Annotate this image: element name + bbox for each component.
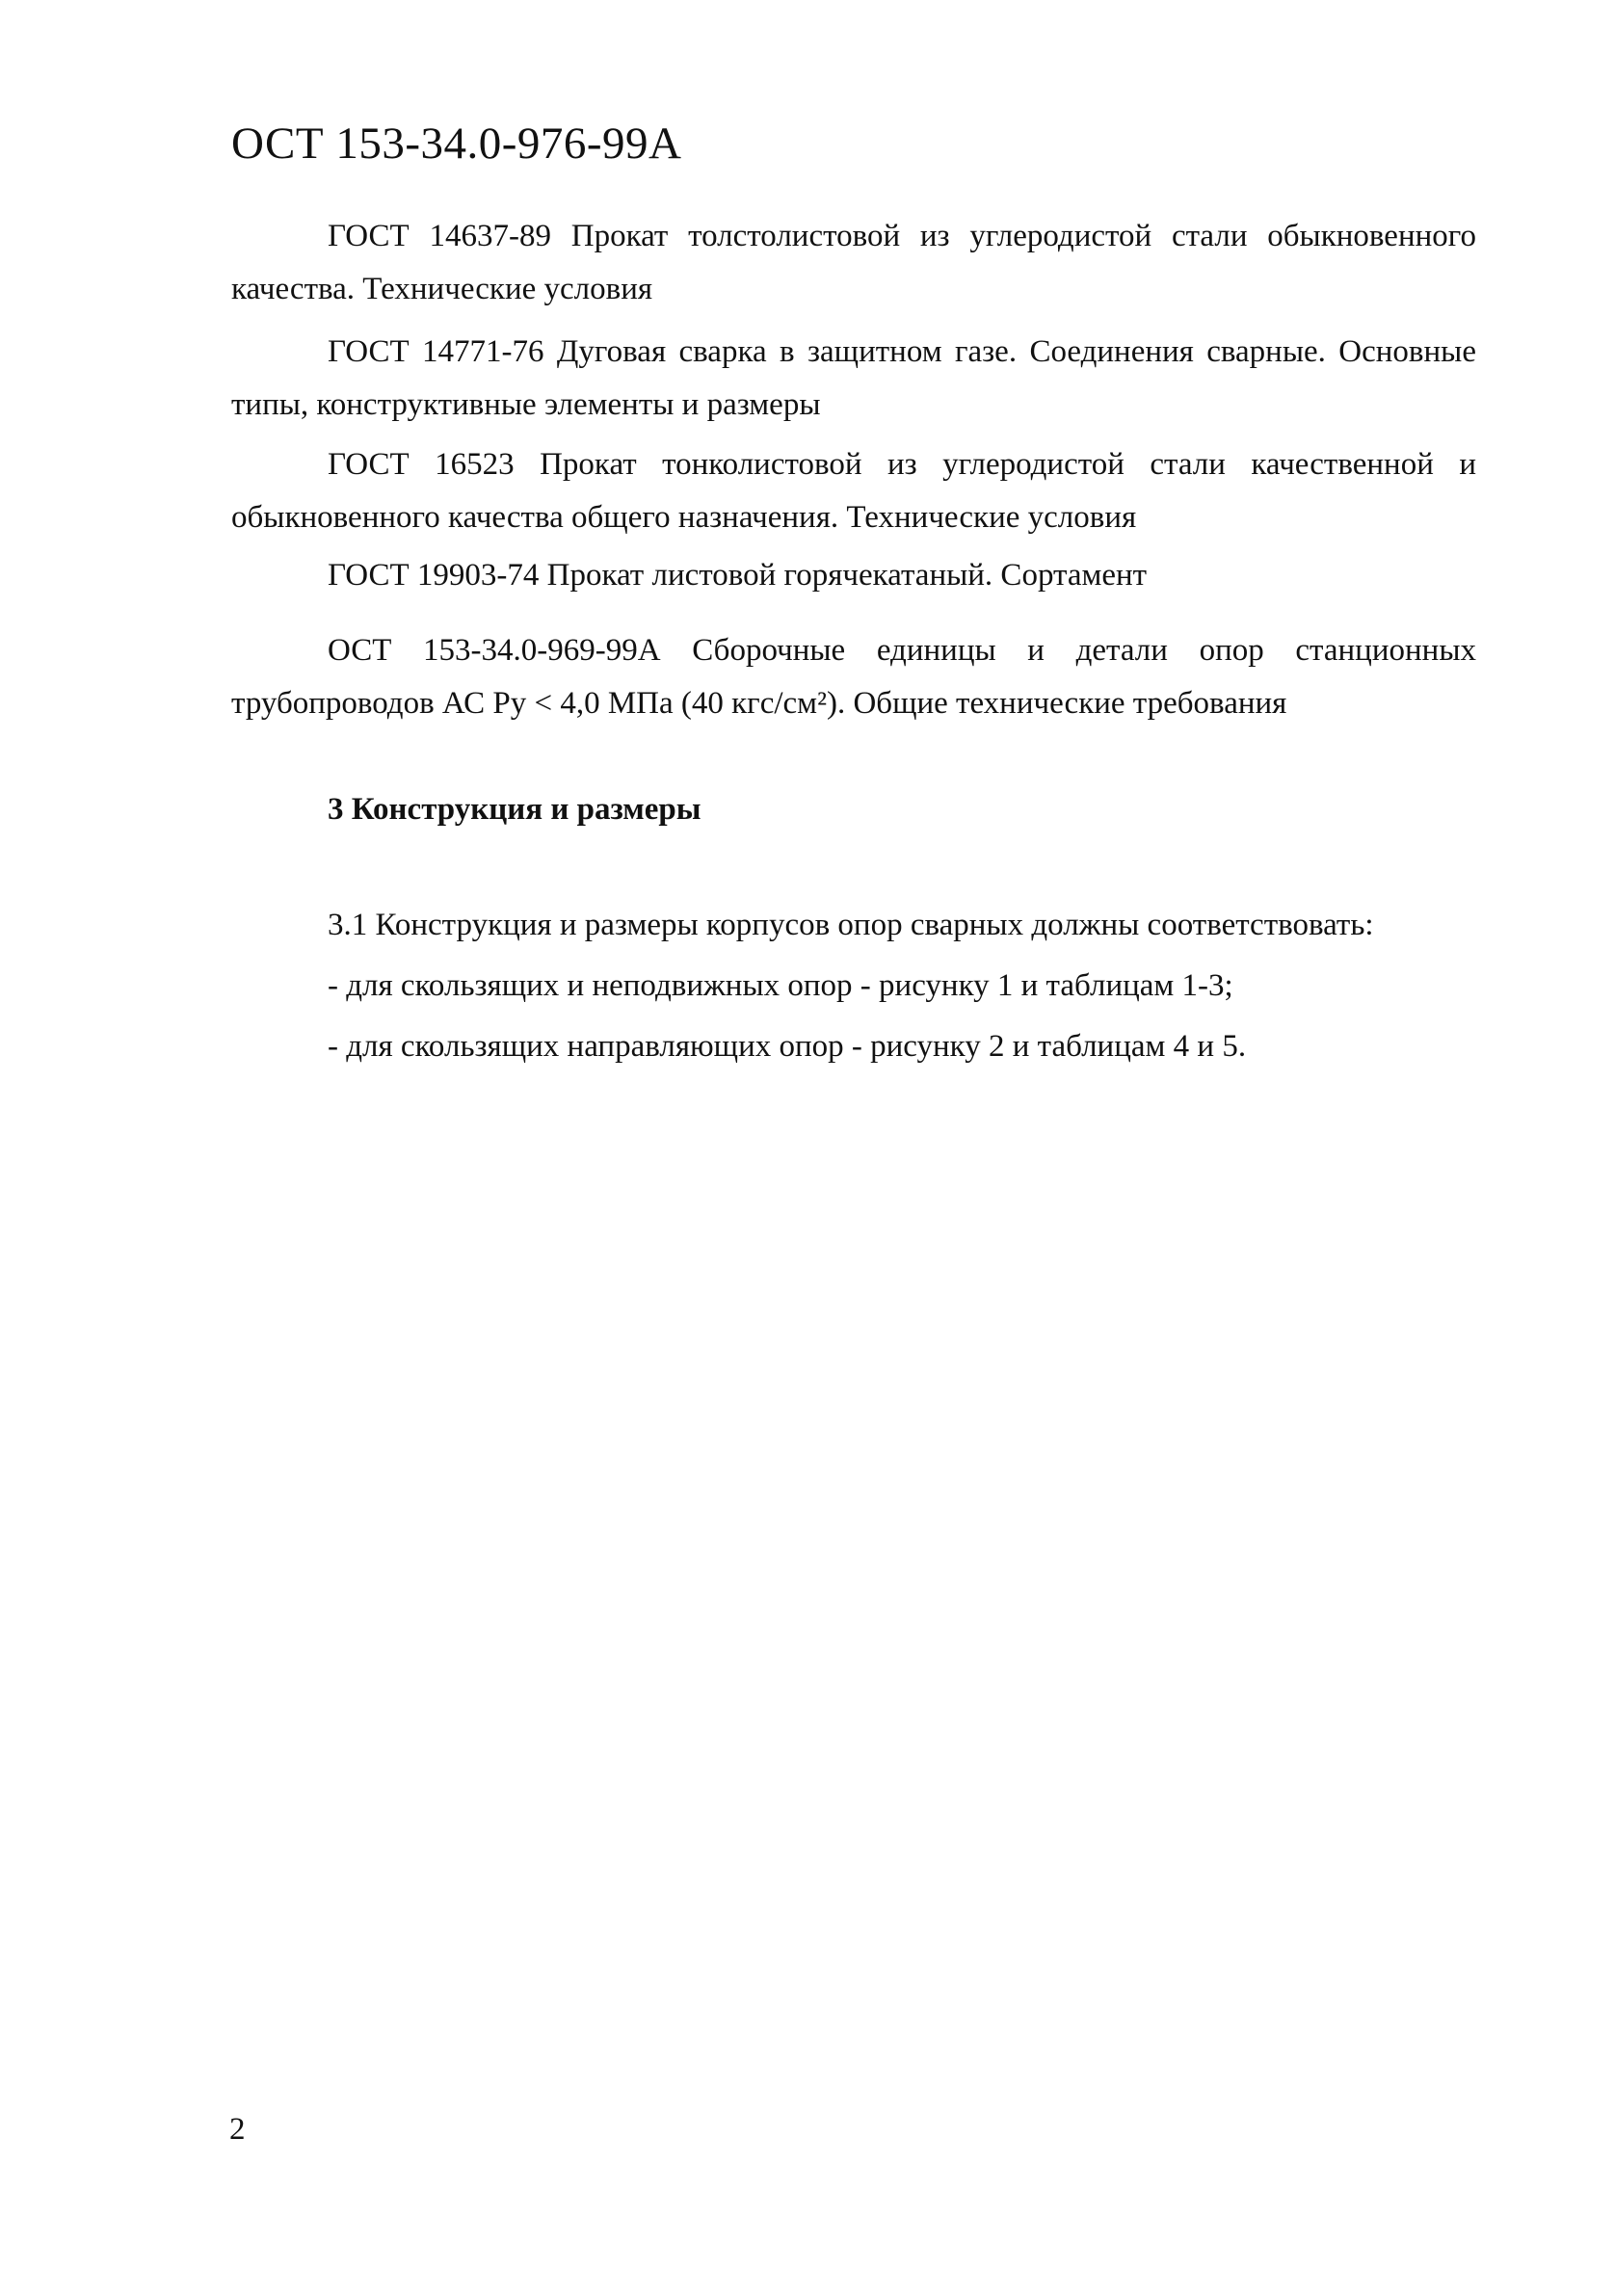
section-heading: 3 Конструкция и размеры — [328, 792, 701, 827]
document-code-header: ОСТ 153-34.0-976-99А — [231, 119, 682, 169]
reference-gost-14771: ГОСТ 14771-76 Дуговая сварка в защитном газе. Соединения сварные. Основные типы, конструктивные элементы и размеры — [231, 334, 1476, 422]
reference-ost-969: ОСТ 153-34.0-969-99А Сборочные единицы и детали опор станционных трубопроводов АС Ру < 4,0 МПа (40 кгс/см²). Общие технические требования — [231, 633, 1476, 721]
reference-gost-14637: ГОСТ 14637-89 Прокат толстолистовой из углеродистой стали обыкновенного качества. Технические условия — [231, 219, 1476, 306]
reference-gost-16523: ГОСТ 16523 Прокат тонколистовой из углеродистой стали качественной и обыкновенного качества общего назначения. Технические условия — [231, 447, 1476, 535]
clause-sliding-guide-supports: - для скользящих направляющих опор - рисунку 2 и таблицам 4 и 5. — [328, 1029, 1247, 1064]
clause-sliding-fixed-supports: - для скользящих и неподвижных опор - рисунку 1 и таблицам 1-3; — [328, 968, 1233, 1003]
reference-gost-19903: ГОСТ 19903-74 Прокат листовой горячекатаный. Сортамент — [328, 558, 1148, 593]
clause-3-1: 3.1 Конструкция и размеры корпусов опор сварных должны соответствовать: — [328, 908, 1374, 942]
page-number: 2 — [229, 2112, 246, 2147]
